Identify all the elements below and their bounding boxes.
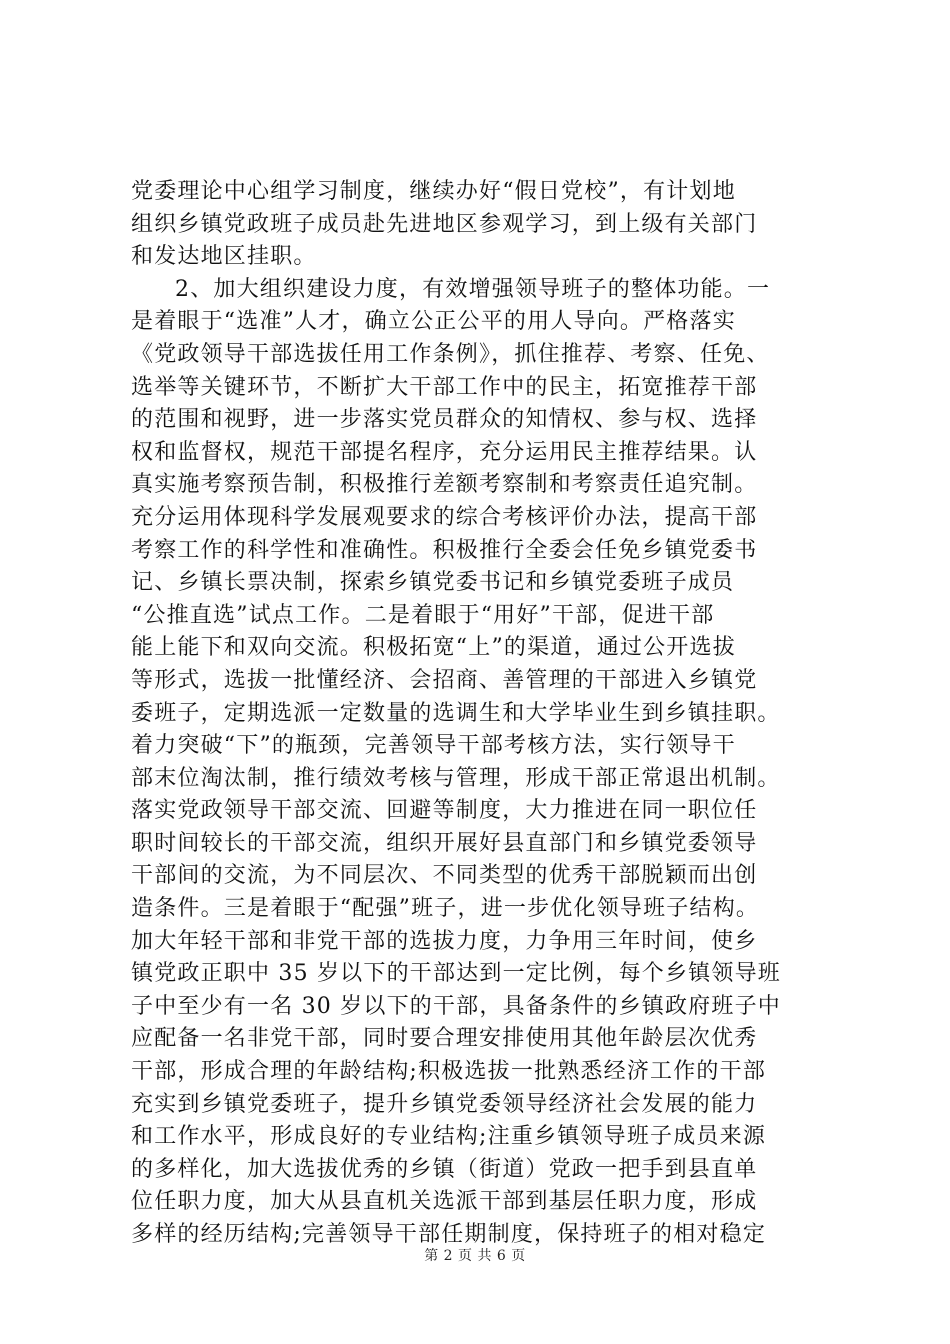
text-line: 和发达地区挂职。 bbox=[131, 244, 317, 270]
text-line: 位任职力度，加大从县直机关选派干部到基层任职力度，形成 bbox=[131, 1189, 758, 1215]
text-line: 镇党政正职中 35 岁以下的干部达到一定比例，每个乡镇领导班 bbox=[131, 961, 781, 987]
text-line: 和工作水平，形成良好的专业结构;注重乡镇领导班子成员来源 bbox=[131, 1124, 767, 1150]
text-line: 《党政领导干部选拔任用工作条例》，抓住推荐、考察、任免、 bbox=[131, 341, 770, 367]
text-line: 权和监督权，规范干部提名程序，充分运用民主推荐结果。认 bbox=[131, 439, 758, 465]
paragraph-start-line: 2、加大组织建设力度，有效增强领导班子的整体功能。一 bbox=[175, 276, 771, 302]
text-line: 组织乡镇党政班子成员赴先进地区参观学习，到上级有关部门 bbox=[131, 211, 758, 237]
text-line: 能上能下和双向交流。积极拓宽“上”的渠道，通过公开选拔 bbox=[131, 635, 736, 661]
text-line: 子中至少有一名 30 岁以下的干部，具备条件的乡镇政府班子中 bbox=[131, 993, 781, 1019]
text-line: 造条件。三是着眼于“配强”班子，进一步优化领导班子结构。 bbox=[131, 896, 760, 922]
text-line: 是着眼于“选准”人才，确立公正公平的用人导向。严格落实 bbox=[131, 309, 736, 335]
text-line: “公推直选”试点工作。二是着眼于“用好”干部，促进干部 bbox=[131, 602, 715, 628]
text-line: 的多样化，加大选拔优秀的乡镇（街道）党政一把手到县直单 bbox=[131, 1156, 758, 1182]
text-line: 充分运用体现科学发展观要求的综合考核评价办法，提高干部 bbox=[131, 504, 758, 530]
body-text bbox=[131, 176, 831, 1252]
text-line: 考察工作的科学性和准确性。积极推行全委会任免乡镇党委书 bbox=[131, 537, 758, 563]
text-line: 着力突破“下”的瓶颈，完善领导干部考核方法，实行领导干 bbox=[131, 733, 736, 759]
text-line: 选举等关键环节，不断扩大干部工作中的民主，拓宽推荐干部 bbox=[131, 374, 758, 400]
text-line: 充实到乡镇党委班子，提升乡镇党委领导经济社会发展的能力 bbox=[131, 1091, 758, 1117]
text-line: 加大年轻干部和非党干部的选拔力度，力争用三年时间，使乡 bbox=[131, 928, 758, 954]
text-line: 干部，形成合理的年龄结构;积极选拔一批熟悉经济工作的干部 bbox=[131, 1059, 767, 1085]
text-line: 部末位淘汰制，推行绩效考核与管理，形成干部正常退出机制。 bbox=[131, 765, 781, 791]
text-line: 委班子，定期选派一定数量的选调生和大学毕业生到乡镇挂职。 bbox=[131, 700, 781, 726]
text-line: 的范围和视野，进一步落实党员群众的知情权、参与权、选择 bbox=[131, 407, 758, 433]
text-line: 等形式，选拔一批懂经济、会招商、善管理的干部进入乡镇党 bbox=[131, 667, 758, 693]
text-line: 落实党政领导干部交流、回避等制度，大力推进在同一职位任 bbox=[131, 798, 758, 824]
text-line: 真实施考察预告制，积极推行差额考察制和考察责任追究制。 bbox=[131, 472, 758, 498]
text-line: 党委理论中心组学习制度，继续办好“假日党校”，有计划地 bbox=[131, 179, 736, 204]
text-line: 记、乡镇长票决制，探索乡镇党委书记和乡镇党委班子成员 bbox=[131, 570, 735, 596]
text-line: 干部间的交流，为不同层次、不同类型的优秀干部脱颖而出创 bbox=[131, 863, 758, 889]
text-line: 职时间较长的干部交流，组织开展好县直部门和乡镇党委领导 bbox=[131, 830, 758, 856]
page-number-footer: 第 2 页 共 6 页 bbox=[424, 1248, 526, 1264]
text-line: 多样的经历结构;完善领导干部任期制度，保持班子的相对稳定 bbox=[131, 1222, 767, 1247]
text-line: 应配备一名非党干部，同时要合理安排使用其他年龄层次优秀 bbox=[131, 1026, 758, 1052]
